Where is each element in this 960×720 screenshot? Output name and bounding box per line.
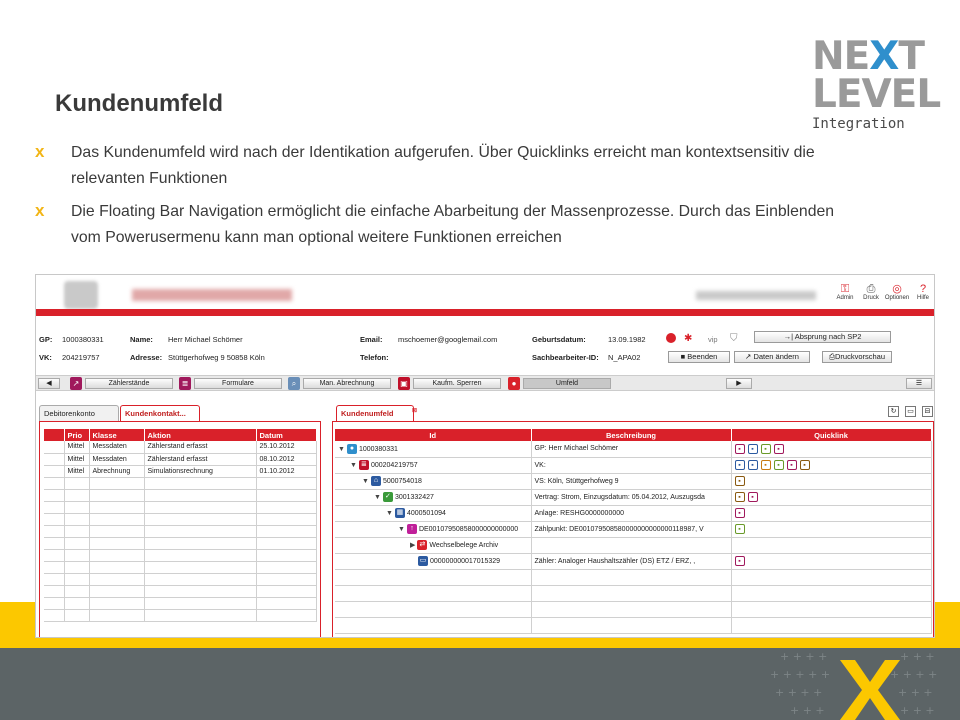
tree-row[interactable]: [335, 521, 931, 537]
question-icon: ?: [919, 283, 927, 295]
expand-toggle-icon[interactable]: ▼: [350, 461, 357, 469]
quicklink-icon[interactable]: ▪: [735, 556, 745, 566]
close-icon[interactable]: ⊠: [411, 408, 417, 414]
tree-node-label[interactable]: 4000501094: [406, 509, 446, 517]
contract-icon: ✓: [383, 492, 393, 502]
nav-man-abrechnung[interactable]: Man. Abrechnung: [303, 378, 391, 389]
installation-icon: ▦: [396, 509, 404, 516]
menu-icon[interactable]: ☰: [906, 378, 932, 389]
table-cell: Zählerstand erfasst: [144, 453, 256, 465]
table-row[interactable]: [44, 609, 316, 621]
blurred-logo: [64, 281, 98, 309]
meter-icon: ↗: [70, 377, 82, 390]
print-button[interactable]: ⎙ Druck: [858, 283, 884, 301]
tab-debitorenkonto[interactable]: Debitorenkonto: [39, 405, 119, 421]
tree-row[interactable]: [335, 441, 931, 457]
description-cell: [531, 537, 731, 553]
blurred-title: [132, 289, 292, 301]
table-cell: Simulationsrechnung: [144, 465, 256, 477]
svg-text:+ + + + +: + + + + +: [770, 668, 831, 681]
table-cell: Mittel: [64, 465, 89, 477]
tree-row[interactable]: [335, 473, 931, 489]
table-row[interactable]: [44, 489, 316, 501]
table-row[interactable]: [44, 501, 316, 513]
quicklink-icon[interactable]: ▪: [800, 460, 810, 470]
contact-panel: [39, 421, 321, 638]
table-cell: Mittel: [64, 441, 89, 453]
svg-text:+ + +: + + +: [898, 686, 933, 699]
quicklink-icon[interactable]: ▪: [748, 460, 758, 470]
user-icon: ●: [508, 377, 520, 390]
app-screenshot: ⚿ Admin ⎙ Druck ◎ Optionen ? Hilfe GP: 1000380331 Name: Herr Michael Schömer Email: mschoemer@googlemail.com Geburtsdatum: 13.09.1982 VK: 204219757 Adresse: Stüttgerhofweg 9 50858 Köln Telefon: Sachbearbeiter-ID: N_APA02 ✱ vip ⛉ →| Absprung nach SP2 ■ Beenden ↗ Daten ändern ⎙Druckvorschau ◀ ↗ Zählerstände ≣ Formulare ⌕ Man. Abrechnung ▣ Kaufm. Sperren ● Umfeld ▶ ☰ Debitorenkonto Kundenkontakt... Prio Klasse Aktion Datum Mittel Messdaten Zählerstand erfasst 25.10.2012 Mittel Messdaten Zählerstand erfasst 08.10.2012 Mittel Abrechnung Simulationsrechnung 01.10.2012 Kundenumfeld ⊠ ↻ ▭ ⊟ Id Beschreibung Quicklink ▼ ● 1000380331 GP: Herr Michael Schömer ▪ ▪ ▪ ▪ ▼ ≣ 000204219757 VK: ▪ ▪ ▪ ▪ ▪ ▪ ▼ ⌂ 5000754018 VS: Köln, Stüttgerhofweg 9 ▪ ▼ ✓ 3001332427 Vertrag: Strom, Einzugsdatum: 05.04.2012, Auszugsda ▪ ▪ ▼ ▦ 4000501094 Anlage: RESHG0000000000 ▪ ▼ ↑ DE00107950858000000000000 Zählpunkt: DE001079508580000000000000118987, V ▪ ▶ ⇄ Wechselbelege Archiv ▭ 000000000017015329 Zähler: Analoger Haushaltszähler (DS) ETZ / ERZ, , ▪: [35, 274, 935, 638]
quicklink-icon[interactable]: ▪: [735, 476, 745, 486]
x-bullet-icon: x: [35, 201, 45, 220]
tab-kundenumfeld[interactable]: Kundenumfeld ⊠: [336, 405, 414, 421]
app-header: [36, 275, 935, 317]
description-cell: VK:: [531, 457, 731, 473]
tree-node-label[interactable]: 000204219757: [370, 461, 418, 469]
table-row[interactable]: [44, 585, 316, 597]
tree-node-label[interactable]: 000000000017015329: [430, 557, 501, 565]
admin-button[interactable]: ⚿ Admin: [832, 283, 858, 301]
table-cell: Mittel: [64, 453, 89, 465]
bullet-text: Die Floating Bar Navigation ermöglicht die einfache Abarbeitung der Massenprozesse. Durch das Einblenden vom Powerusermenu kann man optional weitere Funktionen erreichen: [71, 203, 835, 246]
header-red-bar: [36, 309, 935, 316]
plus-pattern-decoration: [770, 630, 960, 720]
end-button[interactable]: ■ Beenden: [668, 351, 730, 363]
address-value: Stüttgerhofweg 9 50858 Köln: [168, 353, 265, 362]
house-icon: ⌂: [371, 476, 381, 486]
nav-next-button[interactable]: ▶: [726, 378, 752, 389]
svg-text:+ + +: + + +: [790, 704, 825, 717]
floating-nav-bar: [36, 375, 935, 391]
status-icon: [666, 333, 676, 343]
email-value: mschoemer@googlemail.com: [398, 335, 498, 344]
description-cell: Zählpunkt: DE001079508580000000000000118987, V: [531, 521, 731, 537]
tree-row[interactable]: [335, 489, 931, 505]
name-value: Herr Michael Schömer: [168, 335, 243, 344]
col-blank: [44, 429, 64, 441]
form-icon: ≣: [179, 377, 191, 390]
blurred-user: [696, 291, 816, 300]
quicklink-icon[interactable]: ▪: [735, 460, 745, 470]
window-icon[interactable]: ▭: [905, 406, 916, 417]
table-row[interactable]: [44, 549, 316, 561]
quicklink-icon[interactable]: ▪: [761, 444, 771, 454]
expand-toggle-icon[interactable]: ▶: [410, 541, 416, 549]
tree-node-label[interactable]: 5000754018: [382, 477, 422, 485]
svg-text:+ + + +: + + + +: [890, 668, 938, 681]
environment-tree: Id Beschreibung Quicklink ▼ ● 1000380331 GP: Herr Michael Schömer ▪ ▪ ▪ ▪ ▼ ≣ 000204219757 VK: ▪ ▪ ▪ ▪ ▪ ▪ ▼ ⌂ 5000754018 VS: Köln, Stüttgerhofweg 9 ▪ ▼ ✓ 3001332427 Vertrag: Strom, Einzugsdatum: 05.04.2012, Auszugsda ▪ ▪ ▼ ▦ 4000501094 Anlage: RESHG0000000000 ▪ ▼ ↑ DE00107950858000000000000 Zählpunkt: DE001079508580000000000000118987, V ▪ ▶ ⇄ Wechselbelege Archiv ▭ 000000000017015329 Zähler: Analoger Haushaltszähler (DS) ETZ / ERZ, , ▪: [335, 429, 932, 634]
vk-value: 204219757: [62, 353, 100, 362]
table-cell: 01.10.2012: [256, 465, 316, 477]
expand-toggle-icon[interactable]: ▼: [338, 445, 345, 453]
svg-text:+ + +: + + +: [900, 704, 935, 717]
tab-kundenkontakt[interactable]: Kundenkontakt...: [120, 405, 200, 421]
table-row[interactable]: [44, 537, 316, 549]
bullet-text: Das Kundenumfeld wird nach der Identikation aufgerufen. Über Quicklinks erreicht man kontextsensitiv die relevanten Funktionen: [71, 144, 815, 187]
tree-row[interactable]: [335, 617, 931, 633]
nav-zaehlerstaende[interactable]: Zählerstände: [85, 378, 173, 389]
shield-icon: ⛉: [730, 333, 738, 344]
tree-row[interactable]: [335, 553, 931, 569]
calculator-icon: ⌕: [288, 377, 300, 390]
lock-icon: ▣: [398, 377, 410, 390]
expand-toggle-icon[interactable]: ▼: [374, 493, 381, 501]
table-row[interactable]: [44, 477, 316, 489]
headset-icon: ◎: [892, 283, 902, 295]
print-preview-button[interactable]: ⎙Druckvorschau: [822, 351, 892, 363]
refresh-icon[interactable]: ↻: [888, 406, 899, 417]
quicklink-icon[interactable]: ▪: [735, 508, 745, 518]
nav-umfeld[interactable]: Umfeld: [523, 378, 611, 389]
table-row[interactable]: [44, 441, 316, 453]
quicklink-icon[interactable]: ▪: [735, 524, 745, 534]
table-cell: Messdaten: [89, 453, 144, 465]
key-icon: ⚿: [840, 283, 850, 295]
description-cell: Zähler: Analoger Haushaltszähler (DS) ETZ / ERZ, ,: [531, 553, 731, 569]
quicklink-icon[interactable]: ▪: [735, 492, 745, 502]
birthdate-value: 13.09.1982: [608, 335, 646, 344]
expand-toggle-icon[interactable]: ▼: [398, 525, 405, 533]
nav-prev-button[interactable]: ◀: [38, 378, 60, 389]
quicklink-icon[interactable]: ▪: [787, 460, 797, 470]
options-button[interactable]: ◎ Optionen: [884, 283, 910, 301]
table-row[interactable]: [44, 453, 316, 465]
table-row[interactable]: [44, 561, 316, 573]
description-cell: GP: Herr Michael Schömer: [531, 441, 731, 457]
svg-text:+ + + +: + + + +: [780, 650, 828, 663]
table-cell: Zählerstand erfasst: [144, 441, 256, 453]
tree-node-label[interactable]: DE00107950858000000000000: [418, 525, 519, 533]
tree-row[interactable]: [335, 569, 931, 585]
gp-value: 1000380331: [62, 335, 104, 344]
quicklink-icon[interactable]: ▪: [735, 444, 745, 454]
person-icon: ●: [347, 444, 357, 454]
nav-formulare[interactable]: Formulare: [194, 378, 282, 389]
archive-icon: ⇄: [417, 540, 427, 550]
agent-value: N_APA02: [608, 353, 641, 362]
expand-toggle-icon[interactable]: ▼: [362, 477, 369, 485]
table-cell: 08.10.2012: [256, 453, 316, 465]
quicklink-icon[interactable]: ▪: [774, 460, 784, 470]
svg-text:+ + + +: + + + +: [775, 686, 823, 699]
table-row[interactable]: [44, 597, 316, 609]
meter-icon: ▭: [419, 557, 427, 564]
svg-text:+ + +: + + +: [900, 650, 935, 663]
table-cell: Abrechnung: [89, 465, 144, 477]
printer-icon: ⎙: [866, 283, 876, 295]
slide-title: Kundenumfeld: [55, 90, 223, 117]
description-cell: Vertrag: Strom, Einzugsdatum: 05.04.2012, Auszugsda: [531, 489, 731, 505]
vip-icon: vip: [708, 335, 718, 344]
expand-toggle-icon[interactable]: ▼: [386, 509, 393, 517]
tree-row[interactable]: [335, 505, 931, 521]
help-button[interactable]: ? Hilfe: [910, 283, 935, 301]
description-cell: VS: Köln, Stüttgerhofweg 9: [531, 473, 731, 489]
description-cell: Anlage: RESHG0000000000: [531, 505, 731, 521]
table-cell: 25.10.2012: [256, 441, 316, 453]
nav-kaufm-sperren[interactable]: Kaufm. Sperren: [413, 378, 501, 389]
x-bullet-icon: x: [35, 142, 45, 161]
table-row[interactable]: [44, 573, 316, 585]
account-icon: ≣: [359, 460, 369, 470]
tree-node-label[interactable]: Wechselbelege Archiv: [429, 541, 499, 549]
jump-sp2-button[interactable]: →| Absprung nach SP2: [754, 331, 891, 343]
meterpoint-icon: ↑: [407, 524, 417, 534]
quicklink-icon[interactable]: ▪: [774, 444, 784, 454]
table-cell: Messdaten: [89, 441, 144, 453]
tree-node-label[interactable]: 3001332427: [394, 493, 434, 501]
tree-row[interactable]: [335, 537, 931, 553]
environment-panel: [332, 421, 934, 638]
bullet-item: [35, 199, 845, 251]
contact-table: Prio Klasse Aktion Datum Mittel Messdaten Zählerstand erfasst 25.10.2012 Mittel Messdaten Zählerstand erfasst 08.10.2012 Mittel Abrechnung Simulationsrechnung 01.10.2012: [44, 429, 317, 622]
quicklink-icon[interactable]: ▪: [748, 492, 758, 502]
change-data-button[interactable]: ↗ Daten ändern: [734, 351, 810, 363]
collapse-icon[interactable]: ⊟: [922, 406, 933, 417]
flag-icon: ✱: [684, 333, 693, 344]
tree-row[interactable]: [335, 601, 931, 617]
quicklink-icon[interactable]: ▪: [748, 444, 758, 454]
tree-node-label[interactable]: 1000380331: [358, 445, 398, 453]
next-level-logo: NEXT LEVEL Integration: [812, 34, 941, 132]
table-row[interactable]: [44, 465, 316, 477]
table-row[interactable]: [44, 525, 316, 537]
tree-row[interactable]: [335, 457, 931, 473]
tree-row[interactable]: [335, 585, 931, 601]
quicklink-icon[interactable]: ▪: [761, 460, 771, 470]
bullet-item: [35, 140, 845, 192]
table-row[interactable]: [44, 513, 316, 525]
